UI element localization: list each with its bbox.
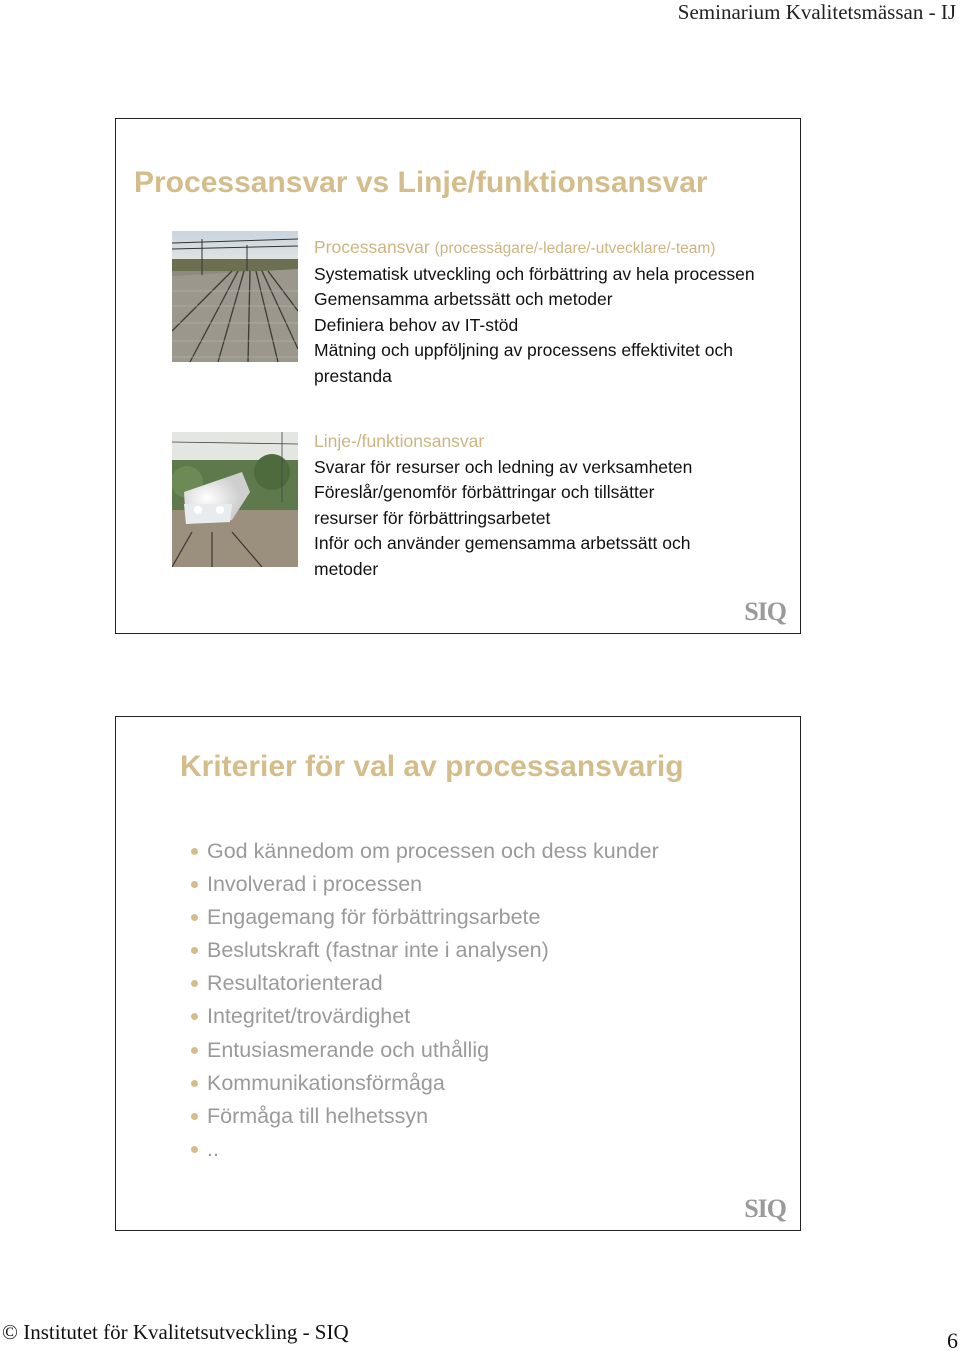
list-item [188, 967, 659, 1000]
bullet-icon [191, 848, 198, 855]
siq-logo: SIQ [744, 1194, 786, 1223]
bullet-icon [191, 1146, 198, 1153]
bullet-icon [191, 1113, 198, 1120]
bullet-icon [191, 1013, 198, 1020]
list-item-text: God kännedom om processen och dess kunder [207, 839, 659, 863]
block-line: Gemensamma arbetssätt och metoder [314, 289, 613, 309]
list-item-text: Förmåga till helhetssyn [207, 1103, 429, 1128]
list-item-text: Involverad i processen [207, 872, 423, 897]
list-item-text: Engagemang för förbättringsarbete [207, 905, 541, 930]
list-item [188, 868, 659, 901]
list-item [188, 1034, 659, 1067]
block-line: Systematisk utveckling och förbättring av hela processen [314, 263, 755, 284]
train-photo [172, 432, 298, 567]
list-item [188, 1133, 659, 1166]
list-item [188, 934, 659, 967]
bullet-icon [191, 947, 198, 954]
siq-logo: SIQ [744, 597, 786, 626]
block-heading [314, 235, 798, 262]
railway-tracks-photo [172, 231, 298, 362]
block-line: metoder [314, 558, 379, 579]
bullet-icon [191, 881, 198, 888]
list-item [188, 1100, 659, 1133]
page-number: 6 [947, 1328, 958, 1353]
block-line: resurser för förbättringsarbetet [314, 507, 551, 528]
list-item [188, 1000, 659, 1033]
page-header: Seminarium Kvalitetsmässan - IJ [677, 0, 956, 24]
list-item [188, 901, 659, 934]
bullet-icon [191, 1047, 198, 1054]
list-item-text: Integritet/trovärdighet [207, 1004, 411, 1029]
bullet-icon [191, 1080, 198, 1087]
bullet-icon [191, 980, 198, 987]
slide-title: Processansvar vs Linje/funktionsansvar [134, 166, 708, 199]
list-item [188, 835, 659, 868]
bullet-icon [191, 914, 198, 921]
block-line: Mätning och uppföljning av processens effektivitet och [314, 340, 733, 360]
slide-title: Kriterier för val av processansvarig [180, 750, 684, 783]
slide-processansvar [115, 118, 801, 634]
criteria-list [188, 835, 659, 1166]
block-heading: Linje-/funktionsansvar [314, 431, 485, 451]
list-item-text: Entusiasmerande och uthållig [207, 1037, 490, 1062]
list-item [188, 1067, 659, 1100]
block-line: Svarar för resurser och ledning av verksamheten [314, 456, 693, 477]
linjeansvar-block [314, 429, 798, 582]
list-item-text: Kommunikationsförmåga [207, 1070, 445, 1095]
processansvar-block [314, 235, 798, 389]
block-line: Föreslår/genomför förbättringar och tillsätter [314, 482, 655, 502]
block-heading-suffix: (processägare/-ledare/-utvecklare/-team) [434, 240, 716, 257]
list-item-text: Resultatorienterad [207, 971, 383, 996]
block-line: Definiera behov av IT-stöd [314, 314, 519, 335]
slide-kriterier [115, 716, 801, 1231]
block-line: Inför och använder gemensamma arbetssätt och [314, 533, 691, 553]
block-heading-main: Processansvar [314, 237, 430, 257]
copyright-footer: © Institutet för Kvalitetsutveckling - SIQ [2, 1320, 349, 1344]
block-line: prestanda [314, 365, 392, 386]
list-item-text: Beslutskraft (fastnar inte i analysen) [207, 938, 549, 963]
list-item-text: .. [207, 1136, 219, 1161]
